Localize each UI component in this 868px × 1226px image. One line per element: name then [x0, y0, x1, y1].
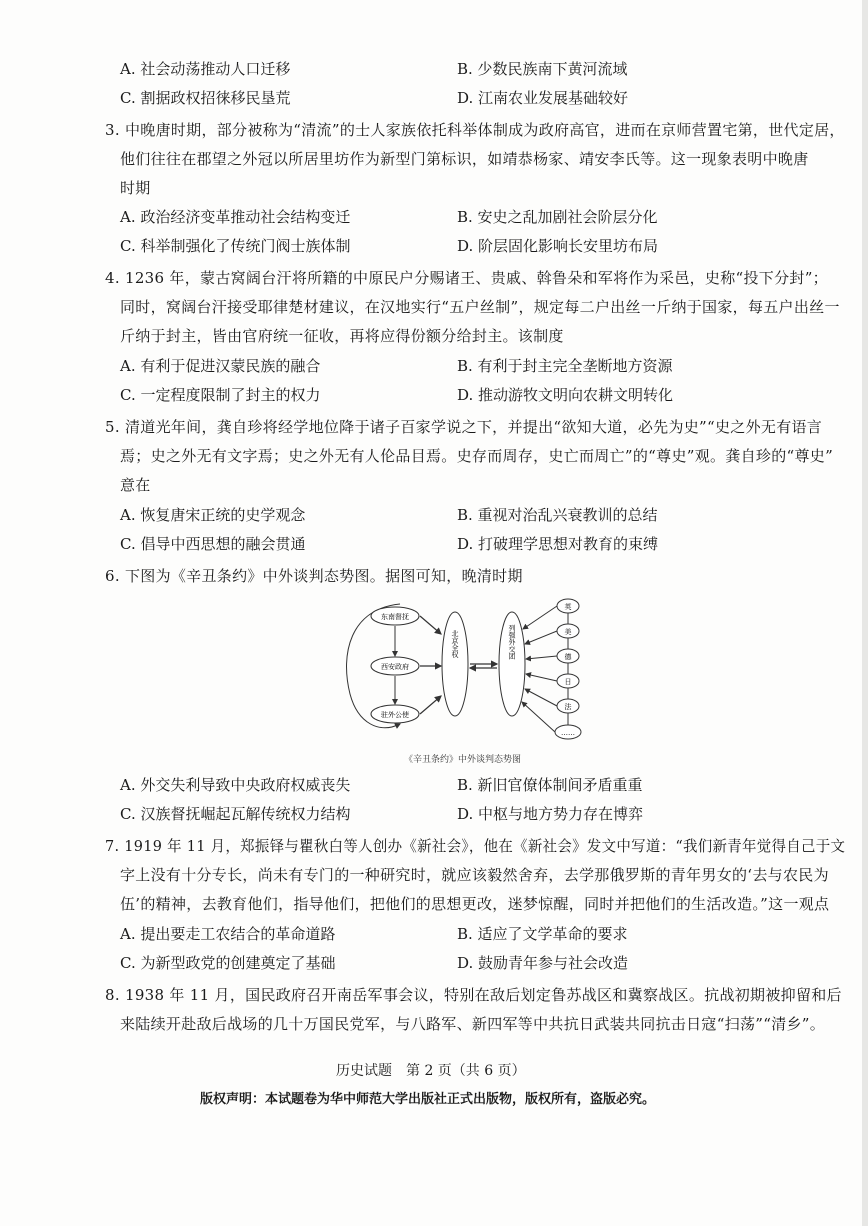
q2-option-c[interactable]: C. 割据政权招徕移民垦荒	[120, 89, 291, 107]
q5-option-b[interactable]: B. 重视对治乱兴衰教训的总结	[457, 506, 658, 524]
q3-stem-line-2: 他们往往在郡望之外冠以所居里坊作为新型门第标识，如靖恭杨家、靖安李氏等。这一现象表明中晚唐	[120, 150, 809, 168]
q6-option-b[interactable]: B. 新旧官僚体制间矛盾重重	[457, 776, 643, 794]
q4-stem-line-2: 同时，窝阔台汗接受耶律楚材建议，在汉地实行“五户丝制”，规定每二户出丝一斤纳于国家，每五户出丝一	[120, 298, 840, 316]
q5-stem-line-1: 5. 清道光年间，龚自珍将经学地位降于诸子百家学说之下，并提出“欲知大道，必先为史”“史之外无有语言	[105, 418, 823, 436]
svg-text:法: 法	[564, 703, 572, 711]
q5-stem-line-3: 意在	[120, 476, 151, 494]
label-envoy: 驻外公使	[381, 711, 409, 719]
q3-stem-line-3: 时期	[120, 179, 151, 197]
node-country-japan	[557, 674, 579, 688]
q6-option-c[interactable]: C. 汉族督抚崛起瓦解传统权力结构	[120, 805, 351, 823]
q4-option-b[interactable]: B. 有利于封主完全垄断地方资源	[457, 357, 673, 375]
q3-option-b[interactable]: B. 安史之乱加剧社会阶层分化	[457, 208, 658, 226]
scan-edge	[862, 0, 868, 1226]
q6-stem-line-1: 6. 下图为《辛丑条约》中外谈判态势图。据图可知，晚清时期	[105, 567, 523, 585]
q7-option-b[interactable]: B. 适应了文学革命的要求	[457, 925, 628, 943]
copyright-notice: 版权声明：本试题卷为华中师范大学出版社正式出版物，版权所有，盗版必究。	[200, 1092, 656, 1107]
q7-option-a[interactable]: A. 提出要走工农结合的革命道路	[120, 925, 336, 943]
q5-option-c[interactable]: C. 倡导中西思想的融会贯通	[120, 535, 306, 553]
svg-text:……: ……	[561, 729, 575, 737]
q5-option-a[interactable]: A. 恢复唐宋正统的史学观念	[120, 506, 306, 524]
q3-stem-line-1: 3. 中晚唐时期，部分被称为“清流”的士人家族依托科举体制成为政府高官，进而在京师营置宅第，世代定居，	[105, 121, 845, 139]
node-country-others	[555, 725, 581, 739]
node-country-usa	[557, 624, 579, 638]
svg-text:英: 英	[564, 603, 572, 611]
node-powers-diplomatic-corps	[499, 612, 525, 716]
node-country-britain	[557, 599, 579, 613]
q7-option-d[interactable]: D. 鼓励青年参与社会改造	[457, 954, 629, 972]
q4-option-c[interactable]: C. 一定程度限制了封主的权力	[120, 386, 321, 404]
svg-text:日: 日	[564, 678, 572, 686]
q2-option-d[interactable]: D. 江南农业发展基础较好	[457, 89, 629, 107]
node-country-germany	[557, 649, 579, 663]
q8-stem-line-2: 来陆续开赴敌后战场的几十万国民党军，与八路军、新四军等中共抗日武装共同抗击日寇“扫荡”“清乡”。	[120, 1015, 826, 1033]
node-overseas-envoy	[371, 705, 419, 723]
q7-stem-line-1: 7. 1919 年 11 月，郑振铎与瞿秋白等人创办《新社会》，他在《新社会》发文中写道：“我们新青年觉得自己于文	[105, 837, 846, 855]
q7-stem-line-2: 字上没有十分专长，尚未有专门的一种研究时，就应该毅然舍弃，去学那俄罗斯的青年男女的‘去与农民为	[120, 866, 829, 884]
q5-stem-line-2: 焉；史之外无有文字焉；史之外无有人伦品目焉。史存而周存，史亡而周亡”的“尊史”观。龚自珍的“尊史”	[120, 447, 834, 465]
diagram-caption: 《辛丑条约》中外谈判态势图	[404, 755, 522, 765]
q7-option-c[interactable]: C. 为新型政党的创建奠定了基础	[120, 954, 336, 972]
node-country-france	[557, 699, 579, 713]
label-powers: 列强外交团	[508, 624, 516, 660]
q3-option-d[interactable]: D. 阶层固化影响长安里坊布局	[457, 237, 659, 255]
q3-option-c[interactable]: C. 科举制强化了传统门阀士族体制	[120, 237, 351, 255]
q4-stem-line-3: 斤纳于封主，皆由官府统一征收，再将应得份额分给封主。该制度	[120, 327, 564, 345]
q6-option-a[interactable]: A. 外交失利导致中央政府权威丧失	[120, 776, 351, 794]
q4-option-d[interactable]: D. 推动游牧文明向农耕文明转化	[457, 386, 674, 404]
node-xian-government	[371, 657, 419, 675]
q7-stem-line-3: 伍’的精神，去教育他们，指导他们，把他们的思想更改，迷梦惊醒，同时并把他们的生活改造。”这一观点	[120, 895, 830, 913]
q5-option-d[interactable]: D. 打破理学思想对教育的束缚	[457, 535, 659, 553]
q4-stem-line-1: 4. 1236 年，蒙古窝阔台汗将所籍的中原民户分赐诸王、贵戚、斡鲁朵和军将作为采邑，史称“投下分封”；	[105, 269, 828, 287]
page-footer: 历史试题 第 2 页（共 6 页）	[336, 1063, 526, 1079]
label-beijing: 北京全权	[451, 630, 459, 658]
q3-option-a[interactable]: A. 政治经济变革推动社会结构变迁	[120, 208, 351, 226]
node-southeast-governors	[371, 607, 419, 625]
q4-option-a[interactable]: A. 有利于促进汉蒙民族的融合	[120, 357, 321, 375]
svg-text:美: 美	[564, 628, 572, 636]
q6-option-d[interactable]: D. 中枢与地方势力存在博弈	[457, 805, 644, 823]
svg-text:德: 德	[564, 653, 572, 661]
node-beijing-plenipotentiary	[442, 612, 468, 716]
label-xian: 西安政府	[381, 663, 409, 671]
q2-option-a[interactable]: A. 社会动荡推动人口迁移	[120, 60, 291, 78]
negotiation-diagram	[340, 594, 590, 749]
q2-option-b[interactable]: B. 少数民族南下黄河流域	[457, 60, 628, 78]
label-southeast: 东南督抚	[381, 613, 409, 621]
q8-stem-line-1: 8. 1938 年 11 月，国民政府召开南岳军事会议，特别在敌后划定鲁苏战区和冀察战区。抗战初期被抑留和后	[105, 986, 842, 1004]
